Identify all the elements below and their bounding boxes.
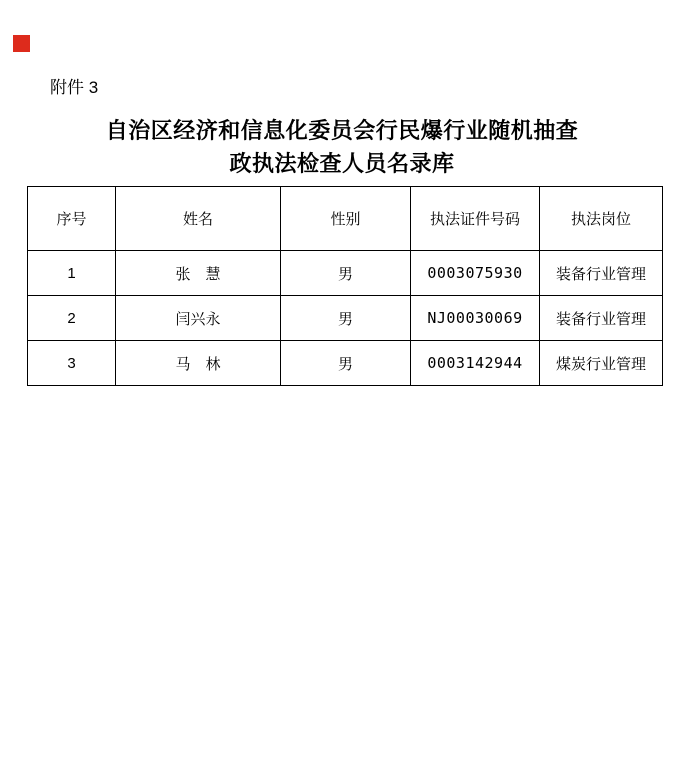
- cell-gender: 男: [281, 296, 411, 341]
- header-position: 执法岗位: [540, 187, 663, 251]
- cell-gender: 男: [281, 251, 411, 296]
- personnel-roster-table: [27, 186, 663, 386]
- document-title-line1: 自治区经济和信息化委员会行民爆行业随机抽查: [105, 118, 579, 143]
- red-marker-square: [13, 35, 30, 52]
- cell-position: 装备行业管理: [540, 251, 663, 296]
- cell-name: 张 慧: [116, 251, 281, 296]
- cell-serial: 3: [28, 341, 116, 386]
- cell-gender: 男: [281, 341, 411, 386]
- header-serial: 序号: [28, 187, 116, 251]
- header-cert-no: 执法证件号码: [411, 187, 540, 251]
- table-row: [28, 251, 663, 296]
- document-title: [0, 114, 684, 180]
- attachment-label: 附件 3: [50, 78, 99, 97]
- cell-name: 马 林: [116, 341, 281, 386]
- cell-cert-no: NJ00030069: [411, 296, 540, 341]
- cell-serial: 1: [28, 251, 116, 296]
- document-title-line2: 政执法检查人员名录库: [229, 151, 455, 176]
- table-row: [28, 296, 663, 341]
- cell-position: 装备行业管理: [540, 296, 663, 341]
- cell-position: 煤炭行业管理: [540, 341, 663, 386]
- cell-cert-no: 0003142944: [411, 341, 540, 386]
- cell-name: 闫兴永: [116, 296, 281, 341]
- table-header-row: [28, 187, 663, 251]
- header-gender: 性别: [281, 187, 411, 251]
- header-name: 姓名: [116, 187, 281, 251]
- cell-cert-no: 0003075930: [411, 251, 540, 296]
- cell-serial: 2: [28, 296, 116, 341]
- table-row: [28, 341, 663, 386]
